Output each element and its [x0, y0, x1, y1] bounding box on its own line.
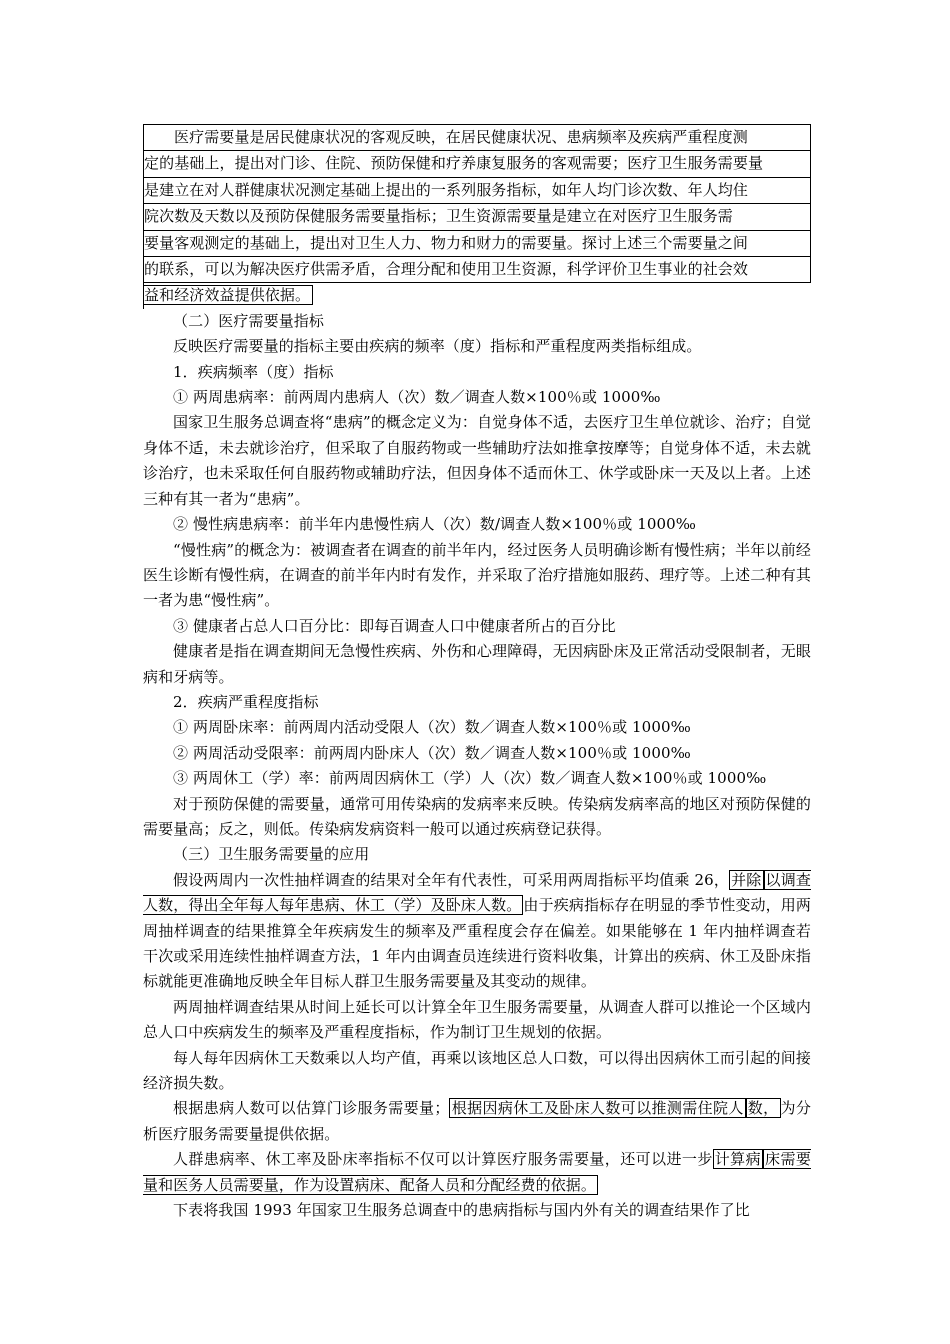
section3-para2: 两周抽样调查结果从时间上延长可以计算全年卫生服务需要量，从调查人群可以推论一个区域内总人口中疾病发生的频率及严重程度指标，作为制订卫生规划的依据。: [143, 997, 811, 1042]
s3p4-text-b: 为分析医疗服务需要量提供依据。: [143, 1099, 812, 1143]
block1-line-4: 院次数及天数以及预防保健服务需要量指标；卫生资源需要量是建立在对医疗卫生服务需: [144, 204, 811, 230]
s3p1-text-a: 假设两周内一次性抽样调查的结果对全年有代表性，可采用两周指标平均值乘 26，: [173, 870, 730, 889]
section2-intro: 反映医疗需要量的指标主要由疾病的频率（度）指标和严重程度两类指标组成。: [173, 337, 702, 356]
s3p4-boxed-1: 根据因病休工及卧床人数可以推测需住院人: [451, 1099, 744, 1118]
s3p1-boxed-2: 以调查人数，得出全年每人每年患病、休工（学）及卧床人数。: [143, 870, 811, 915]
s3p4-boxed-2: 数，: [747, 1099, 779, 1118]
boxed-paragraph-needs: [143, 124, 811, 309]
section3-para3: 每人每年因病休工天数乘以人均产值，再乘以该地区总人口数，可以得出因病休工而引起的间接经济损失数。: [143, 1048, 811, 1093]
section3-para4: [143, 1096, 811, 1147]
section2-item6: ③ 两周休工（学）率：前两周因病休工（学）人（次）数／调查人数×100％或 1000‰: [173, 769, 767, 788]
section2-para2: “慢性病”的概念为：被调查者在调查的前半年内，经过医务人员明确诊断有慢性病；半年以前经医生诊断有慢性病，在调查的前半年内时有发作，并采取了治疗措施如服药、理疗等。上述二种有其一者为患“慢性病”。: [143, 540, 811, 610]
section3-para1: [143, 868, 811, 995]
block1-line-6: 的联系，可以为解决医疗供需矛盾，合理分配和使用卫生资源，科学评价卫生事业的社会效: [144, 257, 811, 283]
s3p1-boxed-1: 并除: [731, 870, 762, 889]
section2-item4: ① 两周卧床率：前两周内活动受限人（次）数／调查人数×100％或 1000‰: [173, 718, 691, 737]
s3p5-boxed-1: 计算病: [714, 1150, 762, 1169]
section2-sub2: 2．疾病严重程度指标: [173, 692, 319, 711]
s3p5-boxed-2: 床需要量和医务人员需要量，作为设置病床、配备人员和分配经费的依据。: [143, 1150, 811, 1194]
section2-sub1: 1．疾病频率（度）指标: [173, 362, 334, 381]
s3p1-text-b: 由于疾病指标存在明显的季节性变动，用两周抽样调查的结果推算全年疾病发生的频率及严重程度会存在偏差。如果能够在 1 年内抽样调查若干次或采用连续性抽样调查方法，1 年内由调查员连续进行资料收集，计算出的疾病、休工及卧床指标就能更准确地反映全年目标人群卫生服务需要量及其变动的规律。: [143, 896, 811, 991]
document-body: [143, 124, 811, 1223]
section2-item1: ① 两周患病率：前两周内患病人（次）数／调查人数×100％或 1000‰: [173, 388, 661, 407]
block1-line-2: 定的基础上，提出对门诊、住院、预防保健和疗养康复服务的客观需要；医疗卫生服务需要量: [144, 151, 811, 177]
block1-last-line: 益和经济效益提供依据。: [144, 285, 313, 305]
section2-para1: 国家卫生服务总调查将“患病”的概念定义为：自觉身体不适，去医疗卫生单位就诊、治疗；自觉身体不适，未去就诊治疗，但采取了自服药物或一些辅助疗法如推拿按摩等；自觉身体不适，未去就诊治疗，也未采取任何自服药物或辅助疗法，但因身体不适而休工、休学或卧床一天及以上者。上述三种有其一者为“患病”。: [143, 413, 811, 508]
section3-para6: 下表将我国 1993 年国家卫生服务总调查中的患病指标与国内外有关的调查结果作了比: [173, 1201, 750, 1220]
s3p4-text-a: 根据患病人数可以估算门诊服务需要量；: [173, 1099, 450, 1118]
block1-line-7: [144, 283, 811, 308]
s3p5-text-a: 人群患病率、休工率及卧床率指标不仅可以计算医疗服务需要量，还可以进一步: [173, 1150, 713, 1169]
block1-line-1: 医疗需要量是居民健康状况的客观反映，在居民健康状况、患病频率及疾病严重程度测: [144, 124, 811, 151]
block1-line-3: 是建立在对人群健康状况测定基础上提出的一系列服务指标，如年人均门诊次数、年人均住: [144, 178, 811, 204]
section2-heading: （二）医疗需要量指标: [173, 311, 325, 330]
section3-para5: [143, 1147, 811, 1198]
section2-item2: ② 慢性病患病率：前半年内患慢性病人（次）数/调查人数×100％或 1000‰: [173, 515, 696, 534]
section2-para4: 对于预防保健的需要量，通常可用传染病的发病率来反映。传染病发病率高的地区对预防保健的需要量高；反之，则低。传染病发病资料一般可以通过疾病登记获得。: [143, 794, 811, 838]
section2-item5: ② 两周活动受限率：前两周内卧床人（次）数／调查人数×100％或 1000‰: [173, 743, 691, 762]
block1-line-5: 要量客观测定的基础上，提出对卫生人力、物力和财力的需要量。探讨上述三个需要量之间: [144, 231, 811, 257]
section2-item3: ③ 健康者占总人口百分比：即每百调查人口中健康者所占的百分比: [173, 616, 616, 635]
section2-para3: 健康者是指在调查期间无急慢性疾病、外伤和心理障碍，无因病卧床及正常活动受限制者，无眼病和牙病等。: [143, 642, 811, 686]
section3-heading: （三）卫生服务需要量的应用: [173, 845, 370, 864]
